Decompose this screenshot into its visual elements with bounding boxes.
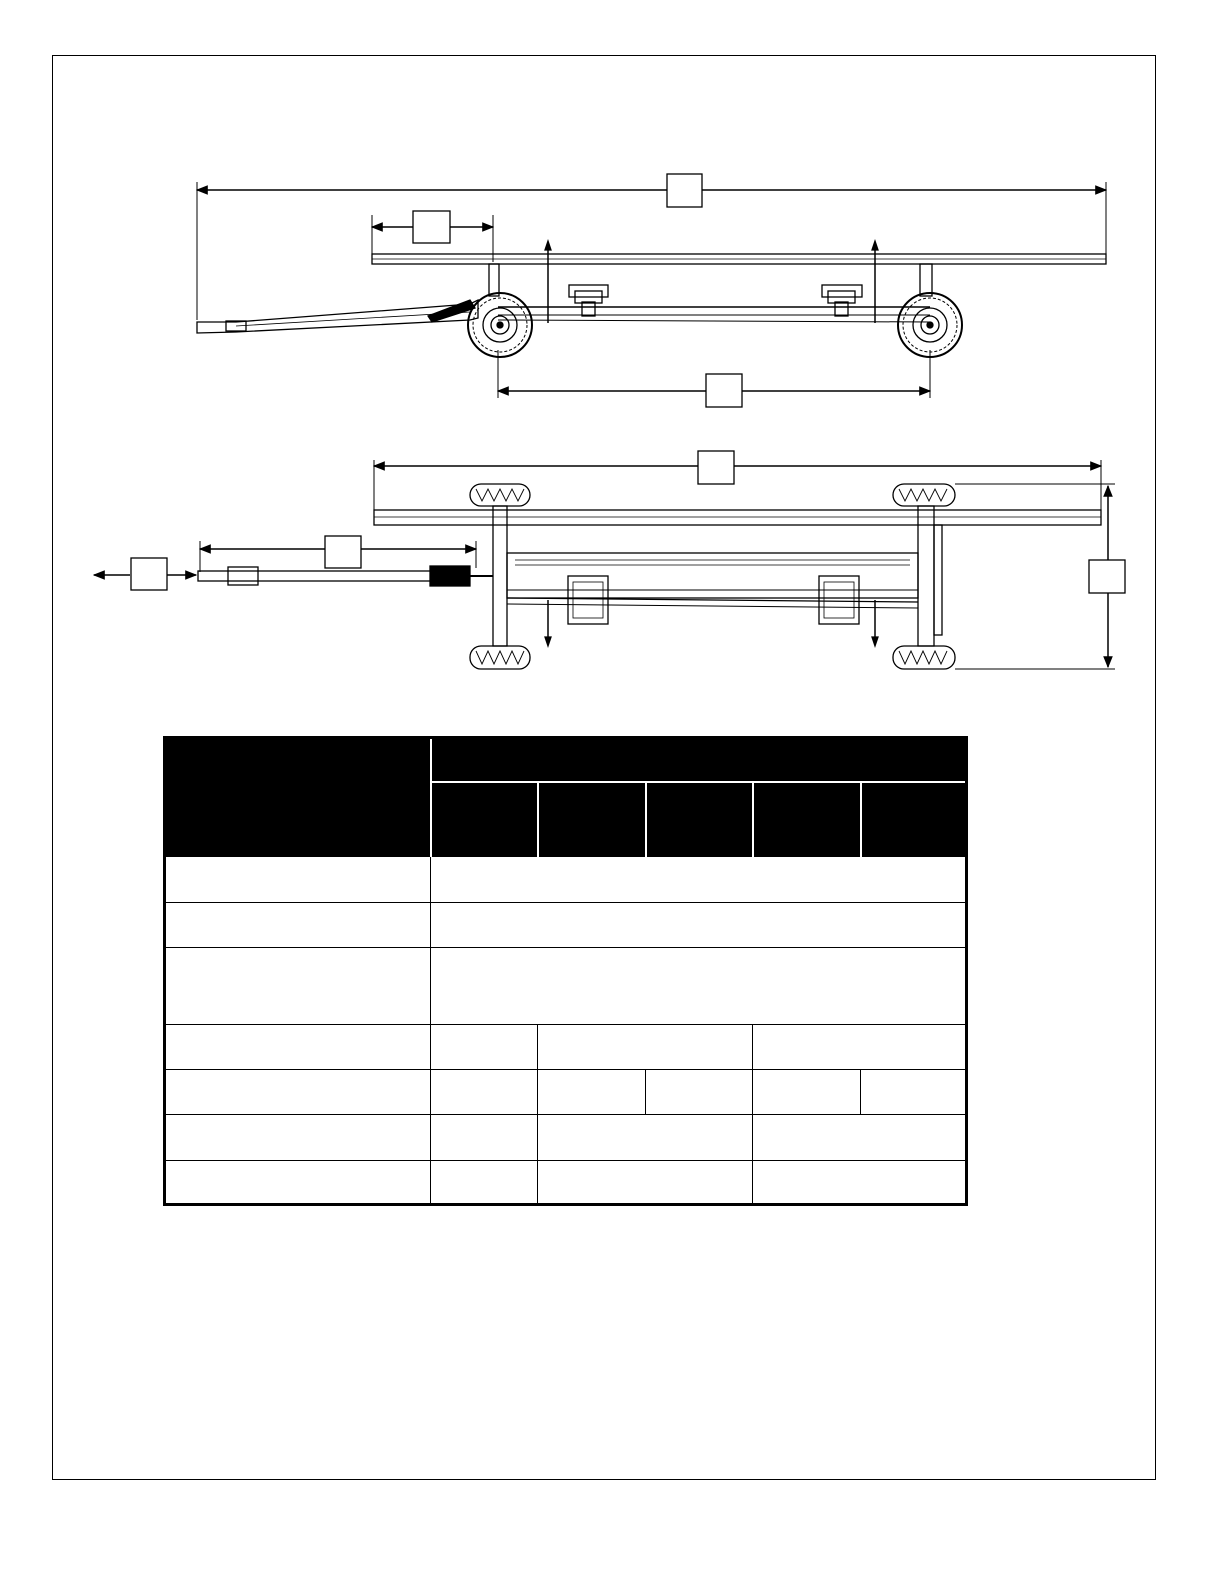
front-left-tire [470, 484, 530, 506]
row-label [165, 903, 431, 948]
trailer-drawing [0, 0, 1225, 730]
row-cell [861, 1070, 967, 1115]
table-row [165, 948, 967, 1025]
row-cell [753, 1161, 967, 1205]
row-label [165, 1161, 431, 1205]
row-label [165, 948, 431, 1025]
row-cell [753, 1070, 861, 1115]
dimension-label-box [413, 211, 450, 243]
table-row [165, 1161, 967, 1205]
row-cell [646, 1070, 753, 1115]
top-view [94, 451, 1125, 669]
header-support-front [569, 285, 608, 316]
dimension-label-box [698, 451, 734, 484]
front-axle [493, 506, 507, 646]
rear-axle-strut [934, 525, 942, 635]
row-label [165, 857, 431, 903]
table-header-row-label [165, 738, 431, 857]
header-support-front [568, 576, 608, 624]
dimension-label-box [325, 536, 361, 568]
table-row [165, 1025, 967, 1070]
row-label [165, 1025, 431, 1070]
dimension-label-box [706, 374, 742, 407]
row-cell [431, 1025, 538, 1070]
specification-table [163, 736, 968, 1206]
row-cell [753, 1115, 967, 1161]
row-cell [431, 857, 967, 903]
table-header-column [861, 782, 967, 857]
row-cell [538, 1115, 753, 1161]
front-right-tire [470, 646, 530, 669]
rear-right-tire [893, 646, 955, 669]
rear-axle [918, 506, 934, 646]
hitch-jack [228, 567, 258, 585]
table-row [165, 903, 967, 948]
row-cell [753, 1025, 967, 1070]
table-header-group [431, 738, 967, 782]
table-row [165, 1115, 967, 1161]
header-rail [374, 510, 1101, 525]
front-upright [489, 264, 499, 296]
header-support-rear [822, 285, 862, 316]
side-view [197, 174, 1106, 407]
row-cell [431, 1161, 538, 1205]
row-label [165, 1070, 431, 1115]
row-cell [538, 1070, 646, 1115]
dimension-label-box [667, 174, 702, 207]
table-header-column [538, 782, 646, 857]
table-row [165, 1070, 967, 1115]
row-cell [431, 1115, 538, 1161]
row-cell [431, 903, 967, 948]
rear-wheel [898, 293, 962, 357]
rear-left-tire [893, 484, 955, 506]
table-header-column [646, 782, 753, 857]
header-support-rear [819, 576, 859, 624]
hydraulic-cylinder [430, 566, 470, 586]
row-label [165, 1115, 431, 1161]
rear-upright [920, 264, 932, 296]
front-wheel [468, 293, 532, 357]
row-cell [431, 1070, 538, 1115]
tongue [198, 571, 460, 581]
row-cell [538, 1161, 753, 1205]
dimension-label-box [1089, 560, 1125, 593]
table-header-column [431, 782, 538, 857]
row-cell [538, 1025, 753, 1070]
table-header-column [753, 782, 861, 857]
row-cell [431, 948, 967, 1025]
table-row [165, 857, 967, 903]
dimension-label-box [131, 558, 167, 590]
